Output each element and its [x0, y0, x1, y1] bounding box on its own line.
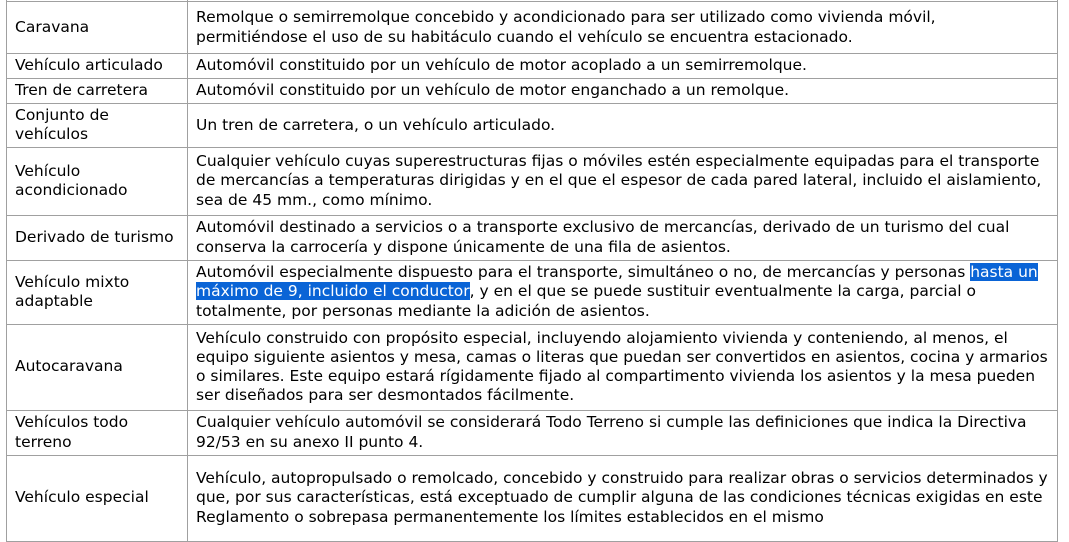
term-cell: Vehículo especial: [7, 455, 188, 541]
term-cell: Vehículo acondicionado: [7, 147, 188, 215]
definition-cell: Cualquier vehículo automóvil se considerará Todo Terreno si cumple las definiciones que indica la Directiva 92/53 en su anexo II punto 4.: [188, 410, 1058, 455]
table-row-vehiculo-mixto-adaptable: [7, 260, 1058, 324]
table-row-tren-de-carretera: [7, 79, 1058, 104]
vehicle-definitions-table: [6, 0, 1058, 542]
selected-text[interactable]: hasta un máximo de 9, incluido el conductor: [196, 263, 1038, 301]
definition-cell: Vehículo construido con propósito especial, incluyendo alojamiento vivienda y conteniendo, al menos, el equipo siguiente asientos y mesa, camas o literas que puedan ser convertidos en asientos, cocina y armarios o similares. Este equipo estará rígidamente fijado al compartimento vivienda los asientos y la mesa pueden ser diseñados para ser desmontados fácilmente.: [188, 324, 1058, 410]
definition-cell: Vehículo, autopropulsado o remolcado, concebido y construido para realizar obras o servicios determinados y que, por sus características, está exceptuado de cumplir alguna de las condiciones técnicas exigidas en este Reglamento o sobrepasa permanentemente los límites establecidos en el mismo: [188, 455, 1058, 541]
term-cell: Vehículos todo terreno: [7, 410, 188, 455]
term-cell: Conjunto de vehículos: [7, 104, 188, 148]
definition-cell: Remolque o semirremolque concebido y acondicionado para ser utilizado como vivienda móvil, permitiéndose el uso de su habitáculo cuando el vehículo se encuentra estacionado.: [188, 2, 1058, 54]
term-cell: Caravana: [7, 2, 188, 54]
table-row-vehiculos-todo-terreno: [7, 410, 1058, 455]
table-row-vehiculo-especial: [7, 455, 1058, 541]
table-row-vehiculo-articulado: [7, 54, 1058, 79]
term-cell: Derivado de turismo: [7, 215, 188, 260]
definition-cell: Automóvil destinado a servicios o a transporte exclusivo de mercancías, derivado de un turismo del cual conserva la carrocería y dispone únicamente de una fila de asientos.: [188, 215, 1058, 260]
term-cell: Autocaravana: [7, 324, 188, 410]
definition-cell[interactable]: [188, 260, 1058, 324]
definition-cell: Un tren de carretera, o un vehículo articulado.: [188, 104, 1058, 148]
term-cell: Tren de carretera: [7, 79, 188, 104]
term-cell: Vehículo articulado: [7, 54, 188, 79]
table-row-caravana: [7, 2, 1058, 54]
table-row-autocaravana: [7, 324, 1058, 410]
definition-text-after: , y en el que se puede sustituir eventualmente la carga, parcial o totalmente, por personas mediante la adición de asientos.: [196, 282, 976, 320]
definition-cell: Automóvil constituido por un vehículo de motor acoplado a un semirremolque.: [188, 54, 1058, 79]
definition-text-before: Automóvil especialmente dispuesto para el transporte, simultáneo o no, de mercancías y personas: [196, 263, 971, 282]
definition-cell: Automóvil constituido por un vehículo de motor enganchado a un remolque.: [188, 79, 1058, 104]
definition-cell: Cualquier vehículo cuyas superestructuras fijas o móviles estén especialmente equipadas para el transporte de mercancías a temperaturas dirigidas y en el que el espesor de cada pared lateral, incluido el aislamiento, sea de 45 mm., como mínimo.: [188, 147, 1058, 215]
table-row-derivado-de-turismo: [7, 215, 1058, 260]
term-cell: Vehículo mixto adaptable: [7, 260, 188, 324]
table-row-vehiculo-acondicionado: [7, 147, 1058, 215]
table-row-conjunto-de-vehiculos: [7, 104, 1058, 148]
